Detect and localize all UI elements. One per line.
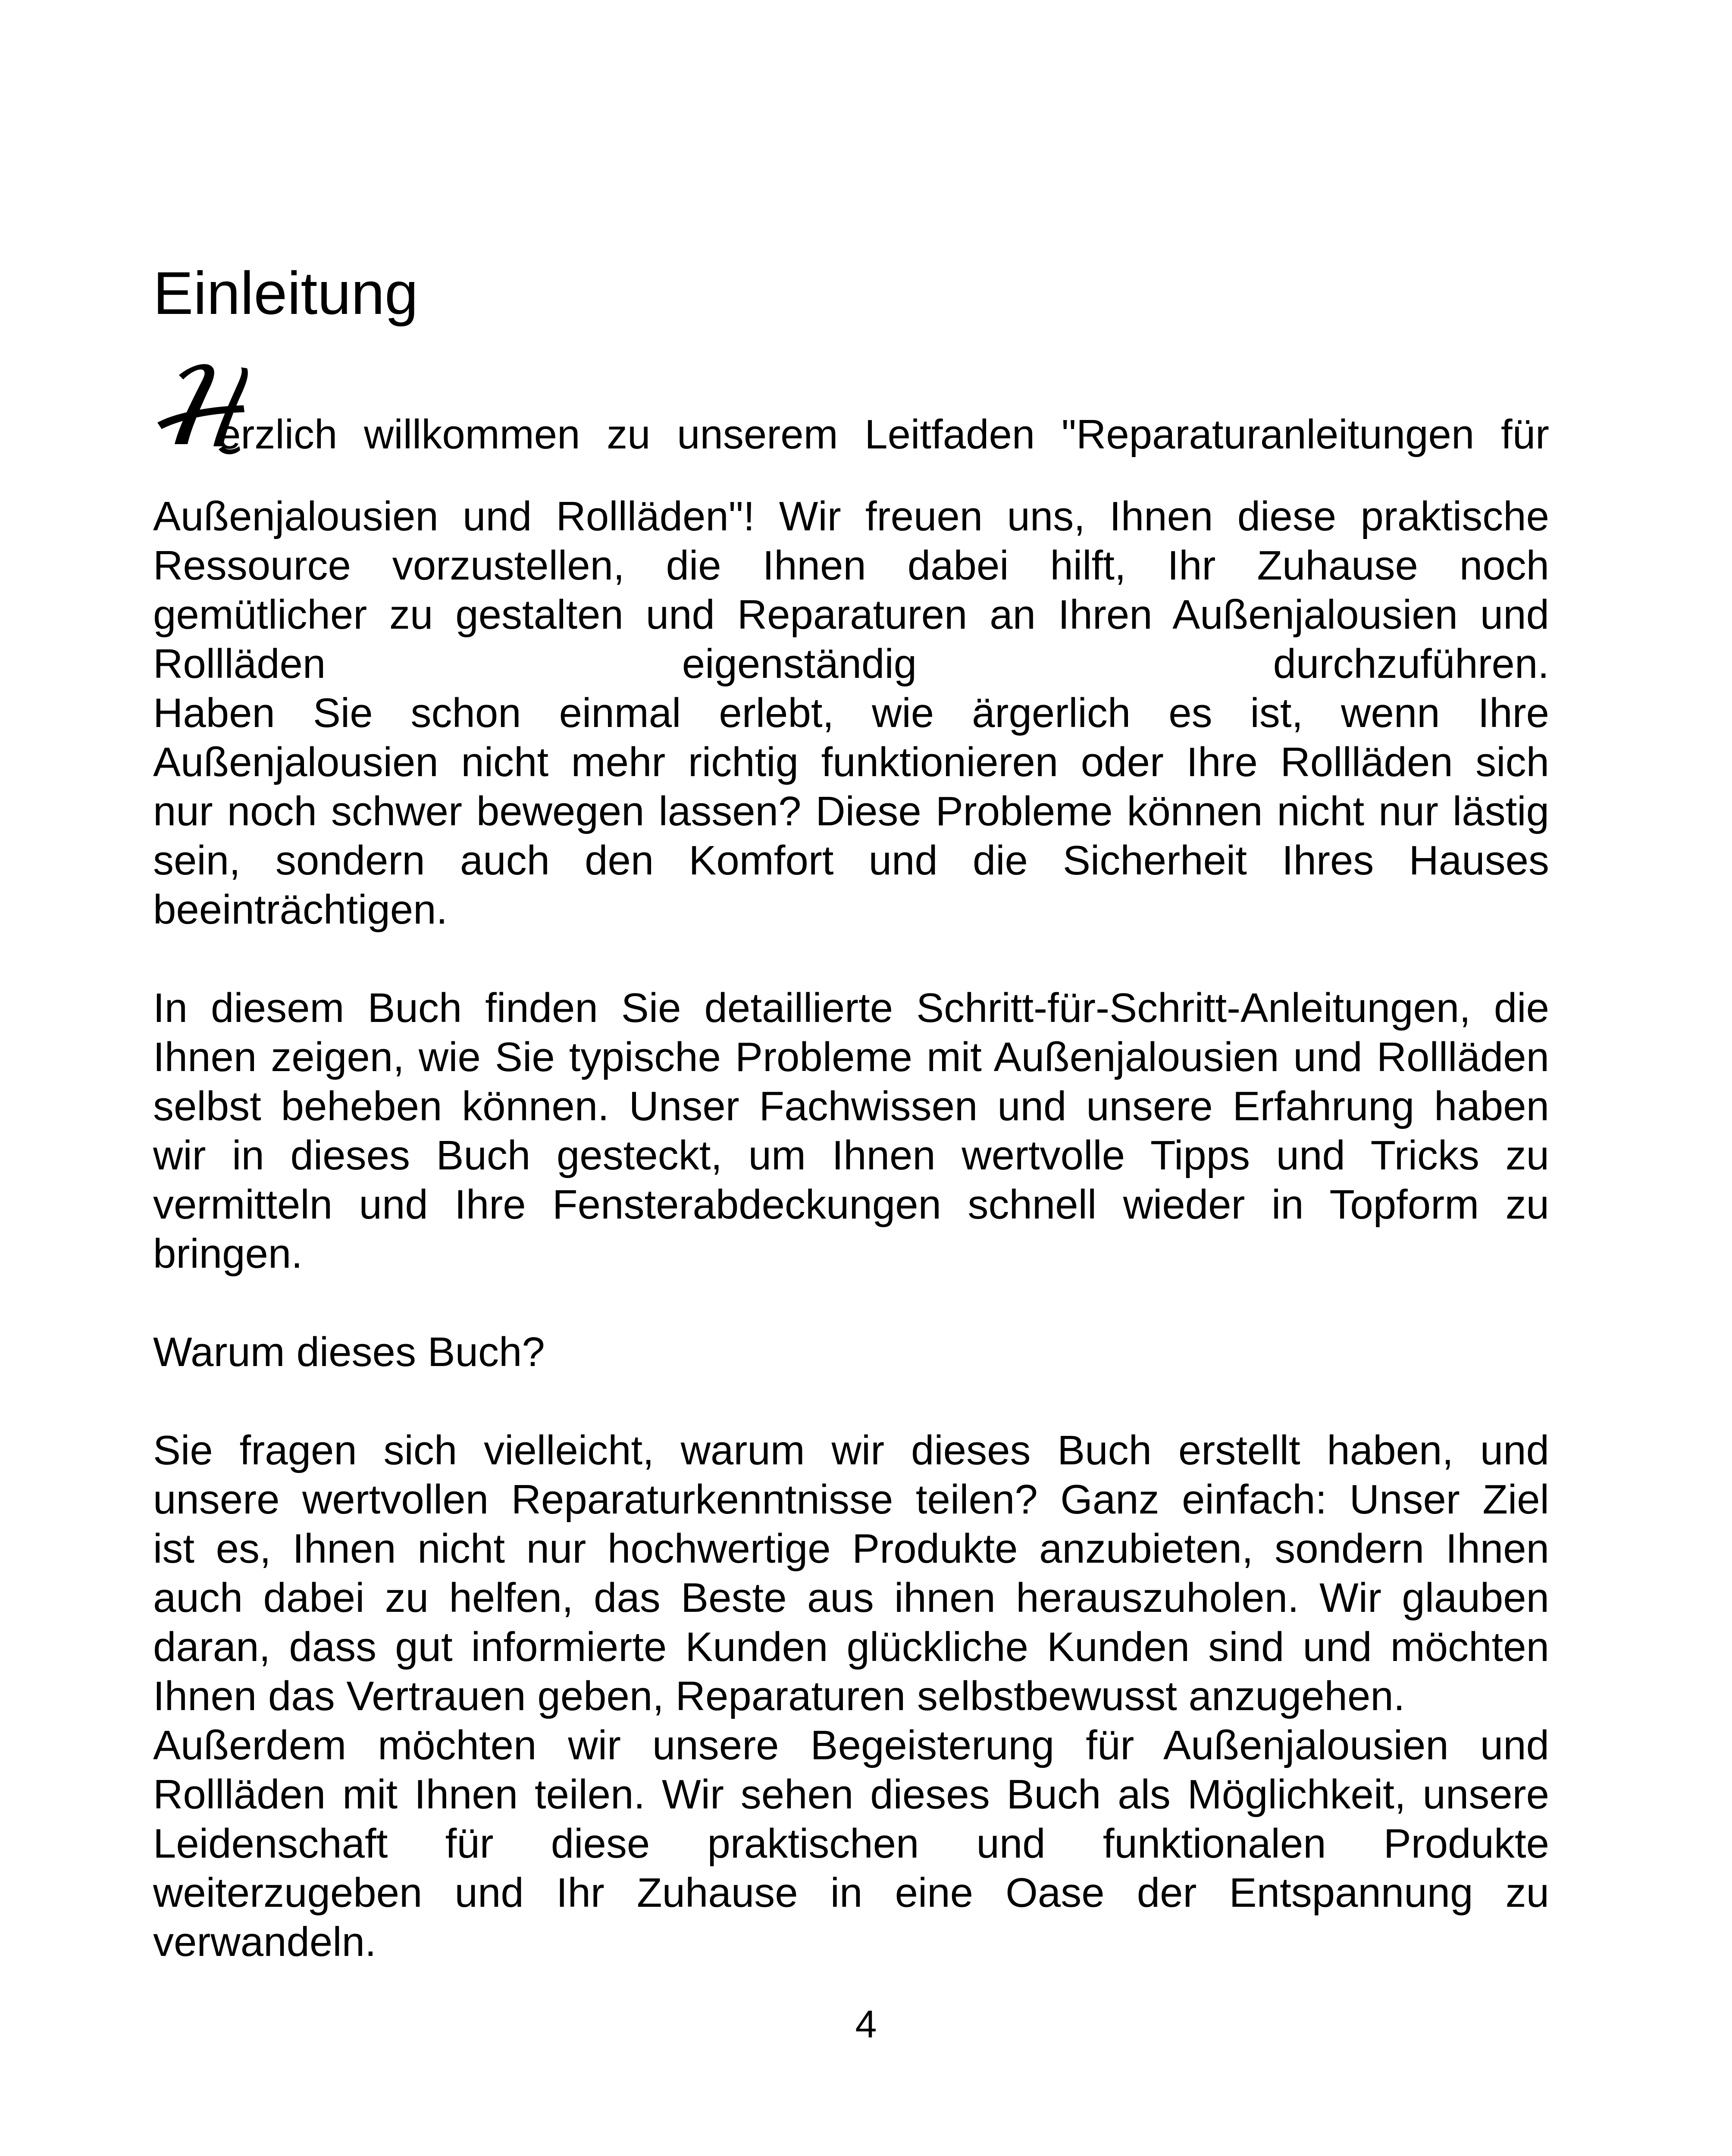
para3-line: Rollläden mit Ihnen teilen. Wir sehen dieses Buch als Möglichkeit, unsere <box>153 1771 1549 1818</box>
para2-line: Ihnen zeigen, wie Sie typische Probleme mit Außenjalousien und Rollläden <box>153 1034 1549 1080</box>
para2-line: vermitteln und Ihre Fensterabdeckungen schnell wieder in Topform zu <box>153 1181 1549 1228</box>
para3-line: ist es, Ihnen nicht nur hochwertige Produkte anzubieten, sondern Ihnen <box>153 1526 1549 1572</box>
para3-line: unsere wertvollen Reparaturkenntnisse teilen? Ganz einfach: Unser Ziel <box>153 1476 1549 1523</box>
para3-line: daran, dass gut informierte Kunden glückliche Kunden sind und möchten <box>153 1624 1549 1670</box>
para3-line: Außerdem möchten wir unsere Begeisterung für Außenjalousien und <box>153 1722 1549 1768</box>
para2-line: In diesem Buch finden Sie detaillierte Schritt-für-Schritt-Anleitungen, die <box>153 985 1549 1031</box>
intro-text: erzlich willkommen zu unserem Leitfaden "Reparaturanleitungen für <box>218 411 1549 458</box>
para1-line: Außenjalousien und Rollläden"! Wir freuen uns, Ihnen diese praktische <box>153 493 1549 539</box>
para2-line: wir in dieses Buch gesteckt, um Ihnen wertvolle Tipps und Tricks zu <box>153 1132 1549 1178</box>
para1-line: gemütlicher zu gestalten und Reparaturen an Ihren Außenjalousien und <box>153 592 1549 638</box>
para3-line: Sie fragen sich vielleicht, warum wir dieses Buch erstellt haben, und <box>153 1427 1549 1473</box>
para1-line: sein, sondern auch den Komfort und die Sicherheit Ihres Hauses <box>153 837 1549 884</box>
para1-line: beeinträchtigen. <box>153 887 448 933</box>
para2-line: selbst beheben können. Unser Fachwissen und unsere Erfahrung haben <box>153 1083 1549 1129</box>
page-number: 4 <box>855 2003 877 2046</box>
para1-line: Außenjalousien nicht mehr richtig funktionieren oder Ihre Rollläden sich <box>153 739 1549 785</box>
chapter-heading: Einleitung <box>153 259 418 327</box>
para1-line: Haben Sie schon einmal erlebt, wie ärgerlich es ist, wenn Ihre <box>153 690 1549 736</box>
para2-line: bringen. <box>153 1231 303 1277</box>
subheading: Warum dieses Buch? <box>153 1329 545 1375</box>
para1-line: Rollläden eigenständig durchzuführen. <box>153 641 1549 687</box>
para1-line: nur noch schwer bewegen lassen? Diese Probleme können nicht nur lästig <box>153 788 1549 834</box>
para3-line: verwandeln. <box>153 1919 376 1965</box>
intro-first-line <box>153 358 1549 461</box>
para1-line: Ressource vorzustellen, die Ihnen dabei hilft, Ihr Zuhause noch <box>153 542 1549 589</box>
para3-line: auch dabei zu helfen, das Beste aus ihnen herauszuholen. Wir glauben <box>153 1575 1549 1621</box>
para3-line: Leidenschaft für diese praktischen und funktionalen Produkte <box>153 1821 1549 1867</box>
para3-line: Ihnen das Vertrauen geben, Reparaturen selbstbewusst anzugehen. <box>153 1673 1405 1719</box>
para3-line: weiterzugeben und Ihr Zuhause in eine Oase der Entspannung zu <box>153 1870 1549 1916</box>
